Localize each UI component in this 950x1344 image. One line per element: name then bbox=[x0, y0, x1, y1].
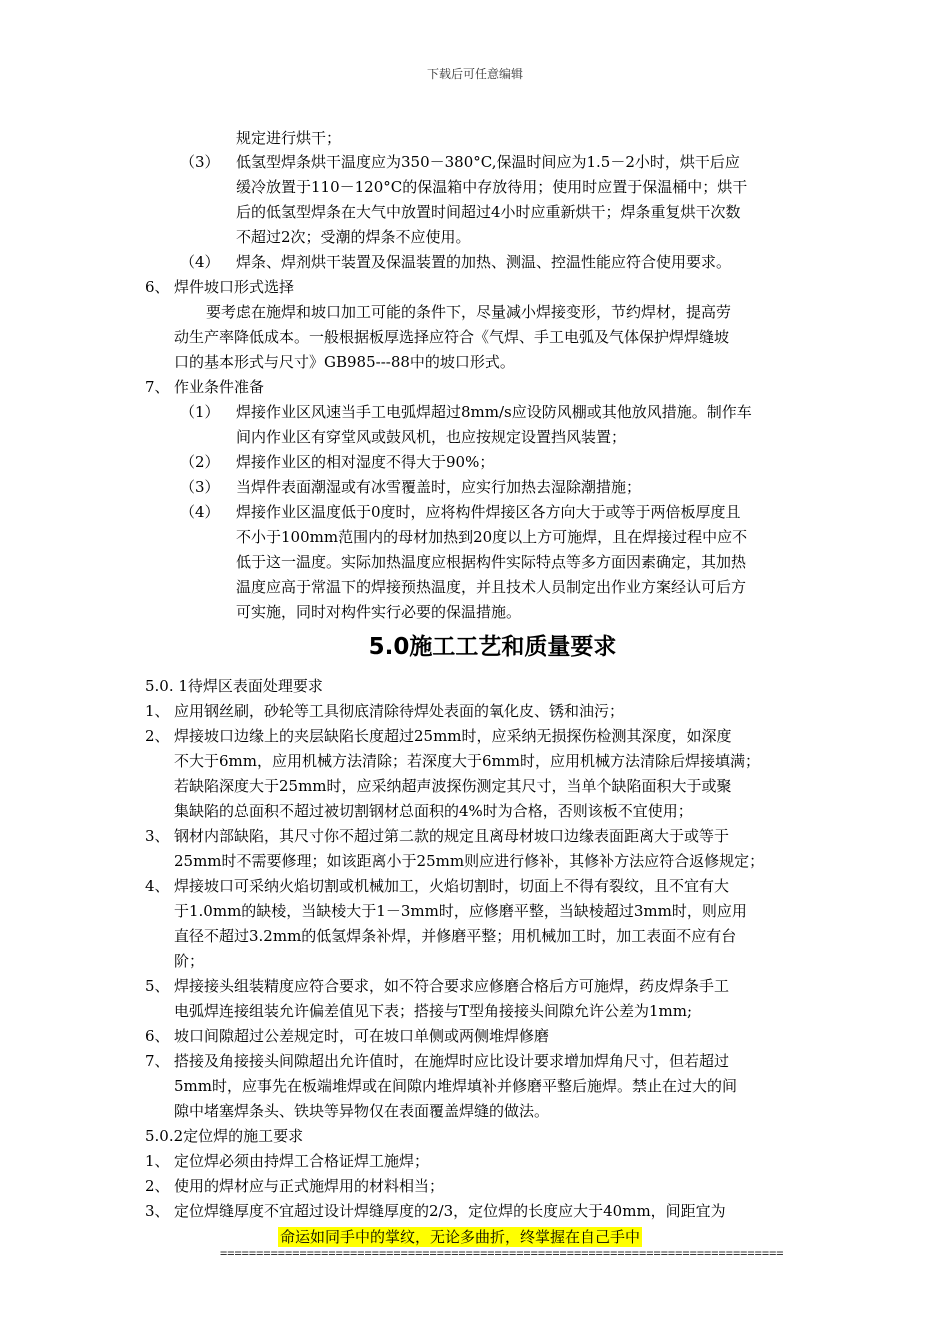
text-line: 焊接作业区的相对湿度不得大于90%； bbox=[236, 453, 495, 471]
text-line: 应用钢丝刷，砂轮等工具彻底清除待焊处表面的氧化皮、锈和油污； bbox=[174, 702, 625, 720]
text-line: 直径不超过3.2mm的低氢焊条补焊，并修磨平整；用机械加工时，加工表面不应有台 bbox=[174, 927, 737, 945]
text-line: 可实施，同时对构件实行必要的保温措施。 bbox=[236, 603, 522, 621]
text-line: 不大于6mm，应用机械方法清除；若深度大于6mm时，应用机械方法清除后焊接填满； bbox=[174, 752, 760, 770]
text-line: 低于这一温度。实际加热温度应根据构件实际特点等多方面因素确定，其加热 bbox=[236, 553, 747, 571]
text-line: 焊件坡口形式选择 bbox=[174, 278, 295, 296]
section-heading: 5.0施工工艺和质量要求 bbox=[368, 634, 617, 660]
text-line: 焊接作业区温度低于0度时，应将构件焊接区各方向大于或等于两倍板厚度且 bbox=[236, 503, 741, 521]
text-line: 2、 bbox=[145, 1177, 170, 1195]
text-line: 要考虑在施焊和坡口加工可能的条件下，尽量减小焊接变形，节约焊材，提高劳 bbox=[206, 303, 732, 321]
text-line: 1、 bbox=[145, 702, 170, 720]
text-line: 缓冷放置于110－120°C的保温箱中存放待用；使用时应置于保温桶中；烘干 bbox=[236, 178, 748, 196]
footer-motto: 命运如同手中的掌纹，无论多曲折，终掌握在自己手中 bbox=[280, 1228, 641, 1246]
text-line: 后的低氢型焊条在大气中放置时间超过4小时应重新烘干；焊条重复烘干次数 bbox=[236, 203, 741, 221]
text-line: 3、 bbox=[145, 1202, 170, 1220]
text-line: 动生产率降低成本。一般根据板厚选择应符合《气焊、手工电弧及气体保护焊焊缝坡 bbox=[174, 328, 730, 346]
text-line: 焊条、焊剂烘干装置及保温装置的加热、测温、控温性能应符合使用要求。 bbox=[236, 253, 732, 271]
text-line: 不小于100mm范围内的母材加热到20度以上方可施焊，且在焊接过程中应不 bbox=[236, 528, 748, 546]
text-line: 阶； bbox=[174, 952, 205, 970]
text-line: 电弧焊连接组装允许偏差值见下表；搭接与T型角接接头间隙允许公差为1mm; bbox=[174, 1002, 693, 1020]
text-line: （3） bbox=[180, 478, 220, 496]
text-line: （1） bbox=[180, 403, 220, 421]
text-line: 焊接坡口可采纳火焰切割或机械加工，火焰切割时，切面上不得有裂纹，且不宜有大 bbox=[174, 877, 730, 895]
text-line: 5.0.2定位焊的施工要求 bbox=[145, 1127, 304, 1145]
text-line: 若缺陷深度大于25mm时，应采纳超声波探伤测定其尺寸，当单个缺陷面积大于或聚 bbox=[174, 777, 732, 795]
text-line: （4） bbox=[180, 503, 220, 521]
text-line: 定位焊必须由持焊工合格证焊工施焊； bbox=[174, 1152, 430, 1170]
text-line: 5、 bbox=[145, 977, 170, 995]
text-line: 不超过2次；受潮的焊条不应使用。 bbox=[236, 228, 471, 246]
text-line: 间内作业区有穿堂风或鼓风机，也应按规定设置挡风装置； bbox=[236, 428, 627, 446]
text-line: 使用的焊材应与正式施焊用的材料相当； bbox=[174, 1177, 445, 1195]
text-line: 焊接作业区风速当手工电弧焊超过8mm/s应设防风棚或其他放风措施。制作车 bbox=[236, 403, 752, 421]
text-line: 隙中堵塞焊条头、铁块等异物仅在表面覆盖焊缝的做法。 bbox=[174, 1102, 550, 1120]
text-line: 7、 bbox=[145, 1052, 170, 1070]
text-line: （2） bbox=[180, 453, 220, 471]
text-line: 搭接及角接接头间隙超出允许值时，在施焊时应比设计要求增加焊角尺寸，但若超过 bbox=[174, 1052, 730, 1070]
text-line: 于1.0mm的缺棱，当缺棱大于1－3mm时，应修磨平整，当缺棱超过3mm时，则应用 bbox=[174, 902, 747, 920]
footer-rule: ============================================================================== bbox=[220, 1246, 784, 1260]
text-line: 1、 bbox=[145, 1152, 170, 1170]
text-line: 3、 bbox=[145, 827, 170, 845]
text-line: 低氢型焊条烘干温度应为350－380°C,保温时间应为1.5－2小时，烘干后应 bbox=[236, 153, 740, 171]
text-line: 坡口间隙超过公差规定时，可在坡口单侧或两侧堆焊修磨 bbox=[174, 1027, 550, 1045]
text-line: 焊接接头组装精度应符合要求，如不符合要求应修磨合格后方可施焊，药皮焊条手工 bbox=[174, 977, 730, 995]
text-line: （4） bbox=[180, 253, 220, 271]
text-line: 钢材内部缺陷，其尺寸你不超过第二款的规定且离母材坡口边缘表面距离大于或等于 bbox=[174, 827, 730, 845]
text-line: 6、 bbox=[145, 278, 170, 296]
page-header: 下载后可任意编辑 bbox=[426, 67, 523, 81]
text-line: 4、 bbox=[145, 877, 170, 895]
text-line: 温度应高于常温下的焊接预热温度，并且技术人员制定出作业方案经认可后方 bbox=[236, 578, 747, 596]
text-line: 焊接坡口边缘上的夹层缺陷长度超过25mm时，应采纳无损探伤检测其深度，如深度 bbox=[174, 727, 732, 745]
text-line: （3） bbox=[180, 153, 220, 171]
text-line: 口的基本形式与尺寸》GB985---88中的坡口形式。 bbox=[174, 353, 515, 371]
text-line: 定位焊缝厚度不宜超过设计焊缝厚度的2/3，定位焊的长度应大于40mm，间距宜为 bbox=[174, 1202, 726, 1220]
text-line: 5mm时，应事先在板端堆焊或在间隙内堆焊填补并修磨平整后施焊。禁止在过大的间 bbox=[174, 1077, 737, 1095]
text-line: 2、 bbox=[145, 727, 170, 745]
text-line: 25mm时不需要修理；如该距离小于25mm则应进行修补，其修补方法应符合返修规定； bbox=[174, 852, 765, 870]
text-line: 集缺陷的总面积不超过被切割钢材总面积的4%时为合格，否则该板不宜使用； bbox=[174, 802, 693, 820]
text-line: 5.0. 1待焊区表面处理要求 bbox=[145, 677, 323, 695]
text-line: 规定进行烘干； bbox=[236, 129, 342, 147]
text-line: 6、 bbox=[145, 1027, 170, 1045]
text-line: 当焊件表面潮湿或有冰雪覆盖时，应实行加热去湿除潮措施； bbox=[236, 478, 642, 496]
text-line: 作业条件准备 bbox=[174, 378, 265, 396]
text-line: 7、 bbox=[145, 378, 170, 396]
